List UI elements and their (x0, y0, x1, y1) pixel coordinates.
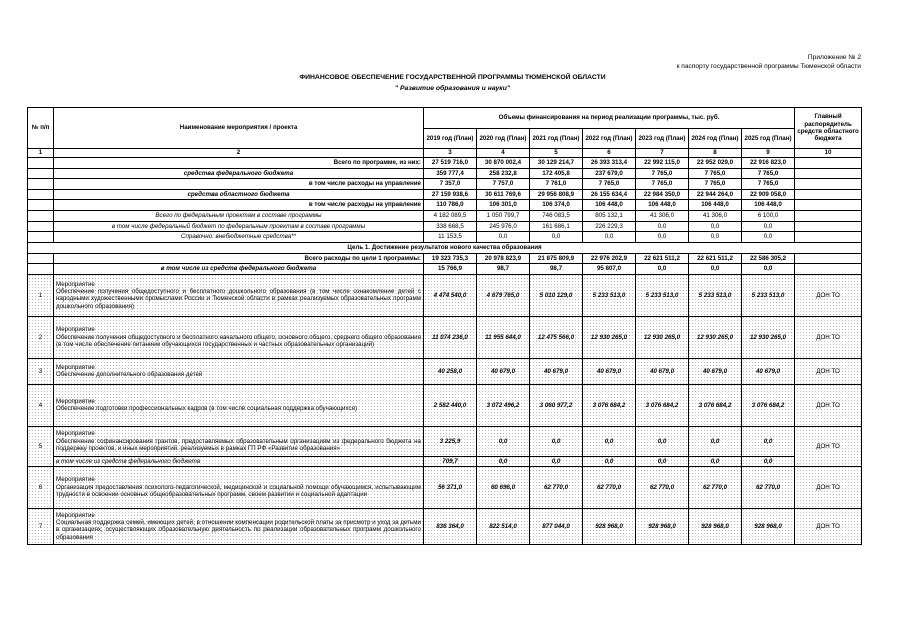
funding-cell: 40 679,0 (477, 358, 530, 384)
funding-cell: 11 074 236,0 (424, 316, 477, 358)
summary-row (28, 179, 862, 190)
funding-cell: 106 374,0 (530, 200, 583, 211)
funding-cell: 27 519 716,0 (424, 158, 477, 169)
funding-cell: 22 916 823,0 (742, 158, 795, 169)
row-number (28, 158, 54, 169)
funding-cell: 29 956 808,9 (530, 189, 583, 200)
row-label: в том числе расходы на управление (54, 179, 424, 190)
funding-cell: 22 586 305,2 (742, 253, 795, 264)
funding-cell: 12 930 265,0 (689, 316, 742, 358)
funding-cell: 40 679,0 (689, 358, 742, 384)
row-label: в том числе из средств федерального бюджета (54, 264, 424, 275)
funding-cell: 5 233 513,0 (636, 274, 689, 316)
funding-cell: 0,0 (636, 264, 689, 275)
row-label: средства областного бюджета (54, 189, 424, 200)
manager-cell (795, 264, 862, 275)
measure-description (54, 316, 424, 358)
funding-cell: 0,0 (636, 232, 689, 243)
manager-cell (795, 221, 862, 232)
measure-row (28, 274, 862, 316)
column-number: 8 (689, 149, 742, 158)
appendix-line-1: Приложение № 2 (807, 54, 861, 61)
funding-cell: 20 978 823,9 (477, 253, 530, 264)
header-year: 2023 год (План) (636, 129, 689, 149)
funding-cell: 7 757,0 (477, 179, 530, 190)
row-number (28, 189, 54, 200)
manager-cell: ДОН ТО (795, 316, 862, 358)
funding-cell: 106 448,0 (583, 200, 636, 211)
funding-cell: 40 679,0 (583, 358, 636, 384)
manager-cell: ДОН ТО (795, 508, 862, 544)
measure-number: 6 (28, 466, 54, 508)
appendix-note (677, 54, 861, 71)
measure-row (28, 384, 862, 426)
funding-cell: 40 679,0 (530, 358, 583, 384)
funding-cell: 22 944 264,0 (689, 189, 742, 200)
funding-cell: 22 952 029,0 (689, 158, 742, 169)
column-number: 10 (795, 149, 862, 158)
measure-row (28, 426, 862, 456)
column-number: 2 (54, 149, 424, 158)
funding-cell: 0,0 (742, 264, 795, 275)
manager-cell: ДОН ТО (795, 466, 862, 508)
funding-cell: 3 076 684,2 (583, 384, 636, 426)
funding-cell: 7 765,0 (636, 168, 689, 179)
measure-row (28, 508, 862, 544)
summary-row (28, 158, 862, 169)
measure-text: Обеспечение дополнительного образования детей (56, 371, 203, 379)
document-title: ФИНАНСОВОЕ ОБЕСПЕЧЕНИЕ ГОСУДАРСТВЕННОЙ ПРОГРАММЫ ТЮМЕНСКОЙ ОБЛАСТИ (299, 74, 606, 81)
funding-cell: 2 582 440,0 (424, 384, 477, 426)
funding-cell: 226 229,3 (583, 221, 636, 232)
funding-cell: 26 393 313,4 (583, 158, 636, 169)
summary-row (28, 189, 862, 200)
funding-cell: 11 153,5 (424, 232, 477, 243)
funding-cell: 0,0 (689, 232, 742, 243)
measure-number: 4 (28, 384, 54, 426)
funding-cell: 12 475 566,0 (530, 316, 583, 358)
measure-text: Обеспечение получения общедоступного и бесплатного дошкольного образования (в том числе ознакомление детей с народными художественными промыслами России и Тюменской области в рамках реализуемых образовательных программ дошкольного образования) (56, 288, 421, 310)
summary-row (28, 232, 862, 243)
funding-cell: 0,0 (742, 426, 795, 456)
funding-cell: 3 076 684,2 (689, 384, 742, 426)
row-label: Справочно: внебюджетные средства** (54, 232, 424, 243)
goal-federal-row (28, 264, 862, 275)
funding-cell: 22 984 350,0 (636, 189, 689, 200)
manager-cell: ДОН ТО (795, 426, 862, 466)
table-body (28, 158, 862, 545)
funding-cell: 21 875 809,9 (530, 253, 583, 264)
funding-cell: 40 258,0 (424, 358, 477, 384)
measure-number: 1 (28, 274, 54, 316)
column-number: 3 (424, 149, 477, 158)
header-name: Наименование мероприятия / проекта (54, 108, 424, 149)
funding-cell: 30 870 002,4 (477, 158, 530, 169)
funding-cell: 1 050 799,7 (477, 210, 530, 221)
header-funding: Объемы финансирования на период реализации программы, тыс. руб. (424, 108, 795, 129)
row-label: в том числе расходы на управление (54, 200, 424, 211)
measure-text: Обеспечение софинансирования грантов, предоставляемых образовательным организациям из федерального бюджета на поддержку проектов, и иных мероприятий, реализуемых в рамках ГП РФ «Развитие образования» (56, 437, 421, 453)
funding-cell: 41 306,0 (689, 210, 742, 221)
measure-kind: Мероприятие (56, 430, 95, 438)
funding-cell: 12 930 265,0 (636, 316, 689, 358)
row-label: в том числе федеральный бюджет по федеральным проектам в составе программы (54, 221, 424, 232)
funding-cell: 62 770,0 (742, 466, 795, 508)
funding-cell: 110 786,0 (424, 200, 477, 211)
funding-cell: 40 679,0 (636, 358, 689, 384)
funding-cell: 928 968,0 (689, 508, 742, 544)
funding-cell: 3 072 496,2 (477, 384, 530, 426)
row-number (28, 221, 54, 232)
funding-cell: 746 083,5 (530, 210, 583, 221)
funding-cell: 19 323 735,3 (424, 253, 477, 264)
funding-cell: 0,0 (583, 232, 636, 243)
funding-cell: 928 968,0 (583, 508, 636, 544)
measure-number: 7 (28, 508, 54, 544)
funding-cell: 41 306,0 (636, 210, 689, 221)
funding-cell: 338 668,5 (424, 221, 477, 232)
funding-cell: 4 474 540,0 (424, 274, 477, 316)
measure-kind: Мероприятие (56, 364, 95, 372)
funding-cell: 0,0 (583, 426, 636, 456)
header-year: 2022 год (План) (583, 129, 636, 149)
funding-cell: 0,0 (636, 221, 689, 232)
funding-cell: 5 233 513,0 (583, 274, 636, 316)
funding-cell: 805 132,1 (583, 210, 636, 221)
manager-cell (795, 158, 862, 169)
funding-cell: 0,0 (689, 264, 742, 275)
column-number: 6 (583, 149, 636, 158)
funding-cell: 0,0 (689, 426, 742, 456)
measure-description (54, 358, 424, 384)
header-year: 2020 год (План) (477, 129, 530, 149)
column-number: 7 (636, 149, 689, 158)
row-label: Всего расходы по цели 1 программы: (54, 253, 424, 264)
header-year: 2024 год (План) (689, 129, 742, 149)
funding-cell: 4 679 765,0 (477, 274, 530, 316)
appendix-line-2: к паспорту государственной программы Тюменской области (676, 62, 861, 70)
manager-cell (795, 210, 862, 221)
funding-cell: 7 765,0 (742, 168, 795, 179)
row-label: Всего по федеральным проектам в составе программы (54, 210, 424, 221)
manager-cell: ДОН ТО (795, 274, 862, 316)
funding-cell: 95 807,0 (583, 264, 636, 275)
row-number (28, 264, 54, 275)
column-number: 5 (530, 149, 583, 158)
funding-cell: 0,0 (689, 456, 742, 466)
funding-cell: 0,0 (636, 456, 689, 466)
measure-description (54, 426, 424, 456)
measure-row (28, 466, 862, 508)
funding-cell: 12 930 265,0 (742, 316, 795, 358)
funding-cell: 106 448,0 (742, 200, 795, 211)
funding-cell: 106 448,0 (636, 200, 689, 211)
funding-cell: 26 155 634,4 (583, 189, 636, 200)
funding-cell: 30 129 214,7 (530, 158, 583, 169)
manager-cell (795, 189, 862, 200)
measure-text: Организация предоставления психолого-педагогической, медицинской и социальной помощи обучающимся, испытывающим трудности в освоении основных общеобразовательных программ, своем развитии и социальной адаптации (56, 483, 421, 499)
funding-cell: 0,0 (742, 456, 795, 466)
funding-cell: 0,0 (636, 426, 689, 456)
funding-cell: 98,7 (477, 264, 530, 275)
table-header (28, 108, 862, 158)
column-number: 4 (477, 149, 530, 158)
measure-description (54, 274, 424, 316)
header-year: 2025 год (План) (742, 129, 795, 149)
measure-row (28, 358, 862, 384)
funding-cell: 62 770,0 (636, 466, 689, 508)
funding-cell: 56 371,0 (424, 466, 477, 508)
funding-cell: 0,0 (477, 456, 530, 466)
goal-title: Цель 1. Достижение результатов нового качества образования (28, 242, 862, 253)
measure-text: Социальная поддержка семей, имеющих детей, в отношении компенсации родительской платы за присмотр и уход за детьми в организациях, осуществляющих образовательную деятельность по реализации образовательных программ дошкольного образования (56, 519, 421, 541)
funding-cell: 0,0 (689, 221, 742, 232)
funding-cell: 22 976 202,9 (583, 253, 636, 264)
funding-cell: 7 765,0 (636, 179, 689, 190)
manager-cell: ДОН ТО (795, 384, 862, 426)
summary-row (28, 221, 862, 232)
column-number: 9 (742, 149, 795, 158)
measure-description (54, 384, 424, 426)
funding-cell: 877 044,0 (530, 508, 583, 544)
funding-cell: 0,0 (530, 456, 583, 466)
funding-cell: 0,0 (583, 456, 636, 466)
row-number (28, 179, 54, 190)
funding-cell: 172 405,8 (530, 168, 583, 179)
funding-table (27, 107, 862, 545)
manager-cell (795, 253, 862, 264)
manager-cell (795, 179, 862, 190)
funding-cell: 0,0 (530, 426, 583, 456)
funding-cell: 7 765,0 (689, 168, 742, 179)
measure-text: Обеспечение подготовки профессиональных кадров (в том числе социальная поддержка обучающихся) (56, 405, 357, 413)
funding-cell: 0,0 (742, 221, 795, 232)
row-label: Всего по программе, из них: (54, 158, 424, 169)
measure-description (54, 508, 424, 544)
document-subtitle: " Развитие образования и науки" (394, 85, 511, 92)
funding-cell: 0,0 (477, 232, 530, 243)
funding-cell: 15 766,9 (424, 264, 477, 275)
column-number: 1 (28, 149, 54, 158)
funding-cell: 3 060 977,2 (530, 384, 583, 426)
funding-cell: 62 770,0 (583, 466, 636, 508)
header-number: № п/п (28, 108, 54, 149)
funding-cell: 5 010 129,0 (530, 274, 583, 316)
measure-kind: Мероприятие (56, 476, 95, 484)
funding-cell: 3 076 684,2 (742, 384, 795, 426)
funding-cell: 60 696,0 (477, 466, 530, 508)
summary-row (28, 210, 862, 221)
funding-cell: 7 765,0 (742, 179, 795, 190)
funding-cell: 245 976,0 (477, 221, 530, 232)
manager-cell (795, 232, 862, 243)
funding-cell: 62 770,0 (689, 466, 742, 508)
funding-cell: 6 100,0 (742, 210, 795, 221)
funding-cell: 40 679,0 (742, 358, 795, 384)
funding-cell: 237 679,0 (583, 168, 636, 179)
funding-cell: 7 357,0 (424, 179, 477, 190)
row-number (28, 232, 54, 243)
funding-cell: 22 621 511,2 (636, 253, 689, 264)
measure-row (28, 316, 862, 358)
header-manager: Главный распорядитель средств областного бюджета (795, 108, 862, 149)
funding-cell: 62 770,0 (530, 466, 583, 508)
measure-kind: Мероприятие (56, 511, 95, 519)
row-label: средства федерального бюджета (54, 168, 424, 179)
measure-number: 5 (28, 426, 54, 466)
funding-cell: 4 182 089,5 (424, 210, 477, 221)
funding-cell: 22 992 115,0 (636, 158, 689, 169)
measure-subrow (28, 456, 862, 466)
funding-cell: 5 233 513,0 (689, 274, 742, 316)
funding-cell: 928 968,0 (636, 508, 689, 544)
header-year: 2019 год (План) (424, 129, 477, 149)
funding-cell: 836 364,0 (424, 508, 477, 544)
funding-cell: 359 777,4 (424, 168, 477, 179)
funding-cell: 7 761,0 (530, 179, 583, 190)
funding-cell: 161 686,1 (530, 221, 583, 232)
manager-cell (795, 200, 862, 211)
measure-subrow-label: в том числе из средств федерального бюджета (54, 456, 424, 466)
summary-row (28, 200, 862, 211)
manager-cell: ДОН ТО (795, 358, 862, 384)
manager-cell (795, 168, 862, 179)
measure-number: 3 (28, 358, 54, 384)
funding-cell: 928 968,0 (742, 508, 795, 544)
funding-cell: 0,0 (742, 232, 795, 243)
funding-cell: 0,0 (530, 232, 583, 243)
funding-cell: 0,0 (477, 426, 530, 456)
funding-cell: 709,7 (424, 456, 477, 466)
funding-cell: 822 514,0 (477, 508, 530, 544)
row-number (28, 253, 54, 264)
measure-kind: Мероприятие (56, 398, 95, 406)
header-year: 2021 год (План) (530, 129, 583, 149)
funding-cell: 106 448,0 (689, 200, 742, 211)
funding-cell: 106 301,0 (477, 200, 530, 211)
measure-kind: Мероприятие (56, 280, 95, 288)
row-number (28, 210, 54, 221)
funding-cell: 11 955 644,0 (477, 316, 530, 358)
measure-text: Обеспечение получения общедоступного и бесплатного начального общего, основного общего, среднего общего образования (в том числе обеспечение питанием обучающихся государственных и частных образовательных организаций) (56, 333, 421, 349)
goal-row (28, 242, 862, 253)
measure-number: 2 (28, 316, 54, 358)
funding-cell: 27 159 938,6 (424, 189, 477, 200)
funding-cell: 12 930 265,0 (583, 316, 636, 358)
funding-cell: 3 225,9 (424, 426, 477, 456)
row-number (28, 200, 54, 211)
funding-cell: 22 621 511,2 (689, 253, 742, 264)
funding-cell: 258 232,8 (477, 168, 530, 179)
funding-cell: 30 611 769,6 (477, 189, 530, 200)
row-number (28, 168, 54, 179)
measure-kind: Мероприятие (56, 326, 95, 334)
summary-row (28, 168, 862, 179)
funding-cell: 22 909 058,0 (742, 189, 795, 200)
goal-total-row (28, 253, 862, 264)
measure-description (54, 466, 424, 508)
funding-cell: 98,7 (530, 264, 583, 275)
funding-cell: 7 765,0 (689, 179, 742, 190)
funding-cell: 3 076 684,2 (636, 384, 689, 426)
funding-cell: 5 233 513,0 (742, 274, 795, 316)
funding-cell: 7 765,0 (583, 179, 636, 190)
